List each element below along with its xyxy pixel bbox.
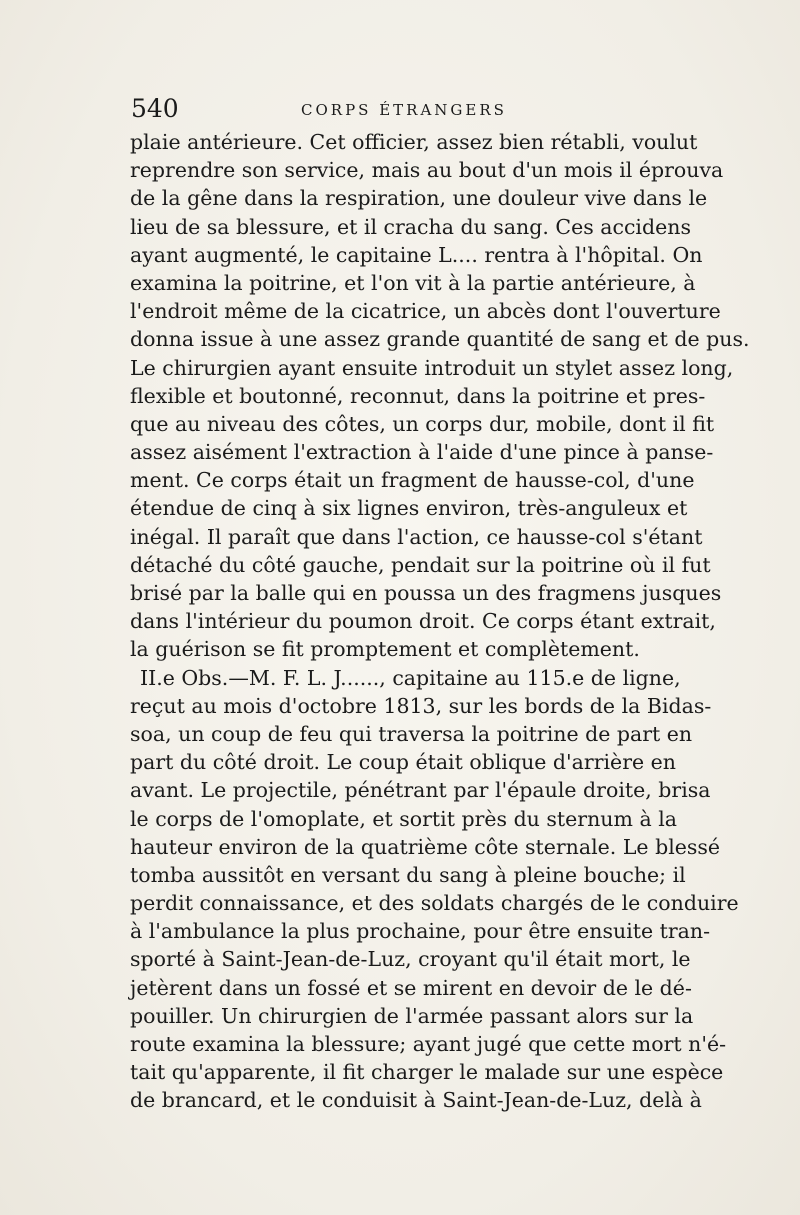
text-line: tomba aussitôt en versant du sang à pleine bouche; il xyxy=(130,862,686,887)
text-line: de brancard, et le conduisit à Saint-Jean-de-Luz, delà à xyxy=(130,1088,702,1113)
text-line: détaché du côté gauche, pendait sur la poitrine où il fut xyxy=(130,552,711,577)
text-line: inégal. Il paraît que dans l'action, ce hausse-col s'étant xyxy=(130,524,703,549)
text-line: jetèrent dans un fossé et se mirent en devoir de le dé- xyxy=(130,975,692,1000)
text-line: brisé par la balle qui en poussa un des fragmens jusques xyxy=(130,581,722,605)
text-line: la guérison se fit promptement et complètement. xyxy=(130,637,640,662)
text-line: part du côté droit. Le coup était oblique d'arrière en xyxy=(130,750,676,775)
text-line: donna issue à une assez grande quantité de sang et de pus. xyxy=(130,327,750,352)
text-line: tait qu'apparente, il fit charger le malade sur une espèce xyxy=(130,1060,724,1085)
text-line: soa, un coup de feu qui traversa la poitrine de part en xyxy=(130,721,693,746)
text-line: pouiller. Un chirurgien de l'armée passant alors sur la xyxy=(130,1003,694,1028)
text-line: à l'ambulance la plus prochaine, pour être ensuite tran- xyxy=(130,919,711,944)
text-line: Le chirurgien ayant ensuite introduit un stylet assez long, xyxy=(130,355,734,380)
running-title: CORPS ÉTRANGERS xyxy=(301,101,507,119)
text-line: que au niveau des côtes, un corps dur, mobile, dont il fit xyxy=(130,411,715,436)
text-line: examina la poitrine, et l'on vit à la partie antérieure, à xyxy=(130,270,696,295)
text-line: dans l'intérieur du poumon droit. Ce corps étant extrait, xyxy=(130,609,716,634)
text-line: avant. Le projectile, pénétrant par l'épaule droite, brisa xyxy=(130,778,711,803)
page-number: 540 xyxy=(131,94,179,123)
text-line: sporté à Saint-Jean-de-Luz, croyant qu'il était mort, le xyxy=(130,947,691,972)
text-line: route examina la blessure; ayant jugé que cette mort n'é- xyxy=(130,1032,727,1056)
text-line: de la gêne dans la respiration, une douleur vive dans le xyxy=(130,186,708,211)
text-line: assez aisément l'extraction à l'aide d'une pince à panse- xyxy=(130,440,714,465)
text-line: II.e Obs.—M. F. L. J......, capitaine au 115.e de ligne, xyxy=(140,665,681,690)
text-line: ment. Ce corps était un fragment de hausse-col, d'une xyxy=(130,468,695,493)
text-line: lieu de sa blessure, et il cracha du sang. Ces accidens xyxy=(130,214,691,239)
text-line: hauteur environ de la quatrième côte sternale. Le blessé xyxy=(130,834,721,859)
text-line: l'endroit même de la cicatrice, un abcès dont l'ouverture xyxy=(130,299,721,324)
text-line: étendue de cinq à six lignes environ, très-anguleux et xyxy=(130,496,688,521)
text-line: reprendre son service, mais au bout d'un mois il éprouva xyxy=(130,158,724,183)
text-line: perdit connaissance, et des soldats chargés de le conduire xyxy=(130,891,739,916)
text-line: plaie antérieure. Cet officier, assez bien rétabli, voulut xyxy=(130,130,698,154)
running-head xyxy=(131,94,671,124)
body-text xyxy=(130,128,750,1115)
text-line: reçut au mois d'octobre 1813, sur les bords de la Bidas- xyxy=(130,693,712,718)
text-line: le corps de l'omoplate, et sortit près du sternum à la xyxy=(130,806,677,831)
text-line: ayant augmenté, le capitaine L.... rentra à l'hôpital. On xyxy=(130,242,703,267)
text-line: flexible et boutonné, reconnut, dans la poitrine et pres- xyxy=(130,383,706,408)
